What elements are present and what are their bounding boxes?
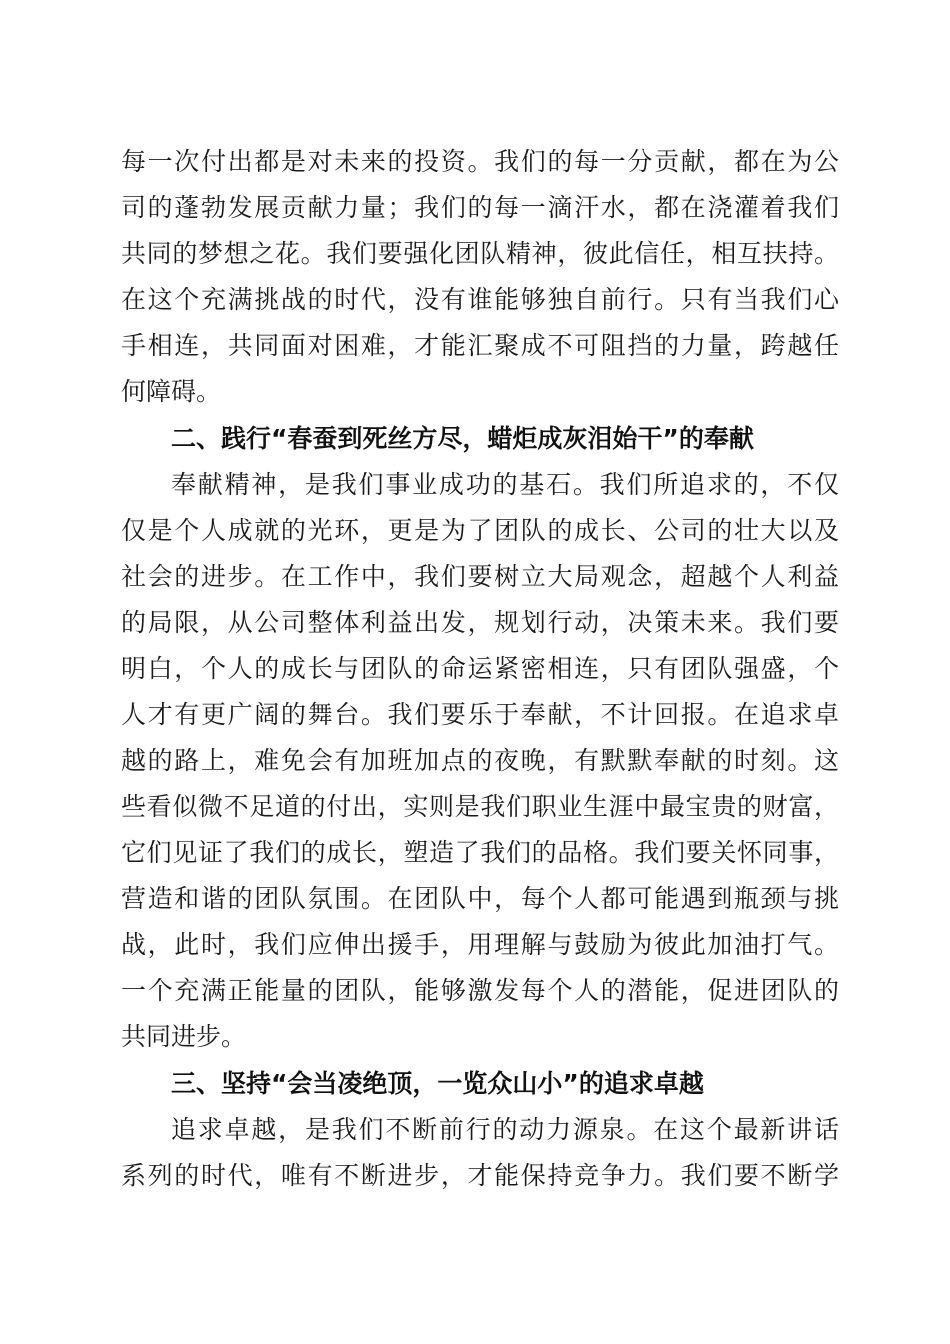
paragraph-1-line-3: 共同的梦想之花。我们要强化团队精神，彼此信任，相互扶持。 xyxy=(121,239,839,268)
paragraph-3-line-1: 追求卓越，是我们不断前行的动力源泉。在这个最新讲话 xyxy=(171,1115,839,1144)
paragraph-2-line-3: 社会的进步。在工作中，我们要树立大局观念，超越个人利益 xyxy=(121,562,839,591)
paragraph-2-line-12: 一个充满正能量的团队，能够激发每个人的潜能，促进团队的 xyxy=(121,976,839,1005)
paragraph-2-line-5: 明白，个人的成长与团队的命运紧密相连，只有团队强盛，个 xyxy=(121,654,839,683)
paragraph-2-line-2: 仅是个人成就的光环，更是为了团队的成长、公司的壮大以及 xyxy=(121,516,839,545)
paragraph-2-line-7: 越的路上，难免会有加班加点的夜晚，有默默奉献的时刻。这 xyxy=(121,746,839,775)
paragraph-1-line-2: 司的蓬勃发展贡献力量；我们的每一滴汗水，都在浇灌着我们 xyxy=(121,193,839,222)
paragraph-1-line-5: 手相连，共同面对困难，才能汇聚成不可阻挡的力量，跨越任 xyxy=(121,331,839,360)
section-heading-2: 二、践行“春蚕到死丝方尽，蜡炬成灰泪始干”的奉献 xyxy=(171,424,754,453)
paragraph-2-line-1: 奉献精神，是我们事业成功的基石。我们所追求的，不仅 xyxy=(171,470,839,499)
paragraph-1-line-1: 每一次付出都是对未来的投资。我们的每一分贡献，都在为公 xyxy=(121,147,839,176)
paragraph-2-line-9: 它们见证了我们的成长，塑造了我们的品格。我们要关怀同事， xyxy=(121,838,839,867)
section-heading-3: 三、坚持“会当凌绝顶，一览众山小”的追求卓越 xyxy=(171,1069,704,1098)
paragraph-1-line-6: 何障碍。 xyxy=(121,377,222,406)
paragraph-2-line-13: 共同进步。 xyxy=(121,1022,247,1051)
paragraph-2-line-10: 营造和谐的团队氛围。在团队中，每个人都可能遇到瓶颈与挑 xyxy=(121,884,839,913)
paragraph-1-line-4: 在这个充满挑战的时代，没有谁能够独自前行。只有当我们心 xyxy=(121,285,839,314)
paragraph-2-line-8: 些看似微不足道的付出，实则是我们职业生涯中最宝贵的财富， xyxy=(121,792,839,821)
paragraph-2-line-11: 战，此时，我们应伸出援手，用理解与鼓励为彼此加油打气。 xyxy=(121,930,839,959)
paragraph-2-line-6: 人才有更广阔的舞台。我们要乐于奉献，不计回报。在追求卓 xyxy=(121,700,839,729)
paragraph-2-line-4: 的局限，从公司整体利益出发，规划行动，决策未来。我们要 xyxy=(121,608,839,637)
paragraph-3-line-2: 系列的时代，唯有不断进步，才能保持竞争力。我们要不断学 xyxy=(121,1161,839,1190)
